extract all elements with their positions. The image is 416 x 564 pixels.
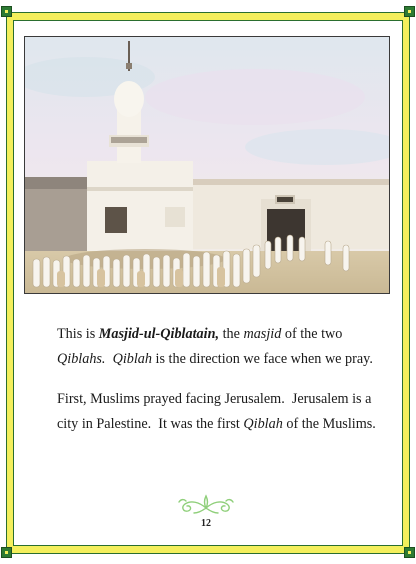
text-line [57,412,377,437]
term-masjid: masjid [243,326,282,342]
text-run: This is [57,326,99,342]
text-line [57,347,377,372]
text-run: of the Muslims. [282,416,376,432]
page-number: 12 [201,518,211,529]
term-qiblahs: Qiblahs. [57,351,106,367]
paragraph-jerusalem [57,387,377,437]
text-line: First, Muslims prayed facing Jerusalem. Jerusalem is a [57,391,372,407]
corner-ornament-icon [1,6,12,17]
text-run: is the direction we face when we pray. [152,351,373,367]
text-run: city in Palestine. It was the first [57,416,244,432]
paragraph-intro [57,322,377,372]
mosque-painting [25,37,390,294]
text-line [57,322,377,347]
term-qiblah: Qiblah [243,416,283,432]
body-text [57,322,377,437]
floral-ornament-icon [175,492,237,516]
corner-ornament-icon [404,6,415,17]
corner-ornament-icon [1,547,12,558]
text-run [105,351,112,367]
corner-ornament-icon [404,547,415,558]
mosque-illustration [24,36,390,294]
text-run: the [219,326,244,342]
term-qiblah: Qiblah [112,351,152,367]
text-run: of the two [281,326,343,342]
mosque-name: Masjid-ul-Qiblatain, [98,326,220,342]
